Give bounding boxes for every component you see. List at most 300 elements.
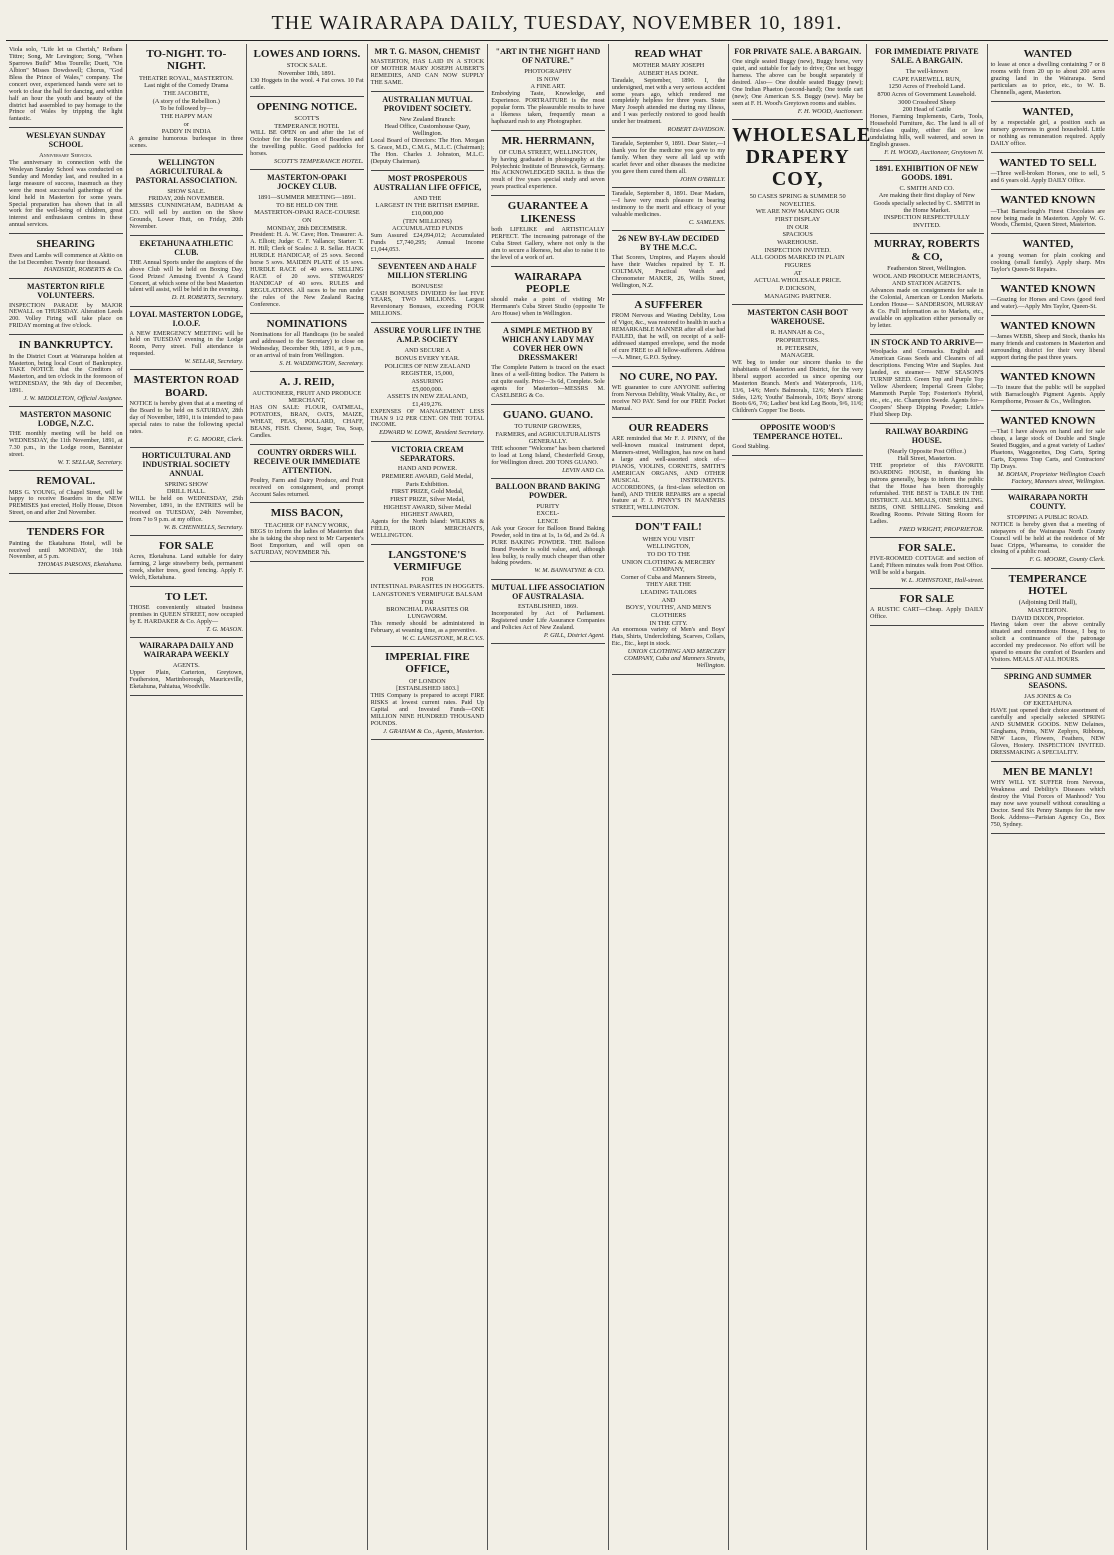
ad-body: Sum Assured £24,094,012; Accumulated Funds £7,740,295; Annual Income £1,044,053.: [370, 232, 485, 254]
ad-body: Taradale, September 8, 1891. Dear Madam,—I have very much pleasure in bearing testimony to the merit and efficacy of your valuable medicines.: [611, 190, 726, 219]
ad-line: H. PETERSEN,: [777, 344, 819, 352]
ad-line: ASSURING: [411, 377, 444, 385]
ad-line: 3000 Crossbred Sheep: [898, 98, 956, 106]
advertisement: [9, 335, 123, 407]
ad-signature: THOMAS PARSONS, Eketahuna.: [37, 561, 123, 569]
advertisement: [732, 44, 863, 120]
advertisement: [870, 538, 984, 589]
advertisement: [130, 236, 244, 307]
ad-line: The well-known: [905, 67, 948, 75]
ad-signature: W. T. SELLAR, Secretary.: [57, 459, 123, 467]
advertisement: [991, 102, 1105, 153]
ad-line: 1891—SUMMER MEETING—1891.: [257, 194, 356, 202]
column-8: [867, 44, 988, 1550]
advertisement: [130, 587, 244, 638]
advertisement: [491, 405, 605, 479]
ad-heading: GUANO. GUANO.: [502, 408, 594, 421]
ad-heading: MUTUAL LIFE ASSOCIATION OF AUSTRALASIA.: [491, 582, 605, 601]
ad-line: AUBERT HAS DONE.: [638, 69, 699, 77]
ad-line: SCOTT'S: [294, 114, 320, 122]
ad-body: —James WEBB, Sheep and Stock, thanks his many friends and customers in Masterton and surrounding district for their very liberal support during the past three years.: [990, 333, 1105, 361]
ad-body: Upper Plain, Carterton, Greytown, Featherston, Martinborough, Mauriceville, Eketahuna, Pahiatua, Woodville.: [129, 668, 244, 690]
ad-body: Horses, Farming Implements, Carts, Tools, Household Furniture, &c. The land is all of first-class quality, either flat or low undulating hills, well watered, and sown in English grasses.: [870, 112, 984, 148]
ad-heading: MR. HERRMANN,: [501, 134, 595, 147]
ad-body: EXPENSES OF MANAGEMENT LESS THAN 9 1/2 PER CENT. ON THE TOTAL INCOME.: [370, 407, 485, 429]
advertisement: [250, 170, 364, 314]
column-9: [988, 44, 1108, 1550]
advertisement: [130, 155, 244, 236]
ad-body: Taradale, September, 1890. I, the undersigned, met with a very serious accident some years ago, which rendered me completely helpless for three years. Sister Mary Joseph attended me during my illness, and I was perfectly restored to good health under her treatment.: [611, 76, 726, 126]
advertisement: [130, 536, 244, 587]
ad-line: HIGHEST AWARD,: [400, 511, 454, 519]
ad-body: Taradale, September 9, 1891. Dear Sister,—I thank you for the medicine you gave to my family. When they were all laid up with scarlet fever and other diseases the medicine you gave them cured them all.: [611, 140, 726, 176]
ad-body: Woolpacks and Cornsacks. English and American Grass Seeds and Cleaners of all descriptions. Fencing Wire and Staples. Just landed, ex steamer— NEW SEASON'S TURNIP SEED. Green Top and Purple Top Yellow Aberdeen; Imperial Green Globe; Mammoth Purple Top; Fosterton's Hybrid, etc., etc., etc. Champion Swede. Agents for— Coopers' Sheep Dipping Powder; Little's Fluid Sheep Dip.: [870, 348, 984, 418]
ad-body: WILL BE OPEN on and after the 1st of October for the Reception of Boarders and the travelling public. Good paddocks for horses.: [250, 129, 364, 157]
ad-line: HIGHEST AWARD, Silver Medal: [383, 503, 472, 511]
ad-line: THEY ARE THE: [646, 581, 691, 589]
ad-line: WE ARE NOW MAKING OUR: [755, 208, 840, 216]
ad-line: PREMIERE AWARD, Gold Medal,: [381, 473, 474, 481]
ad-line: BONUSES!: [411, 282, 444, 290]
ad-body: THOSE conveniently situated business premises in QUEEN STREET, now occupied by E. HARDAKER & Co. Apply—: [129, 604, 244, 626]
ad-subheading: Anniversary Services.: [39, 152, 93, 160]
ad-body: The anniversary in connection with the Wesleyan Sunday School was conducted on Sunday and Monday last, and resulted in a large measure of success, inasmuch as they were the most successful gatherings of the kind held in Masterton for some years. Special preparation has shown that in all work for the well-being of children, great interest and enthusiasm centres in these annual services.: [9, 158, 123, 229]
ad-line: P. DICKSON,: [779, 284, 816, 292]
ad-heading: WAIRARAPA PEOPLE: [514, 270, 582, 295]
ad-line: MOTHER MARY JOSEPH: [632, 62, 705, 70]
ad-line: ASSETS IN NEW ZEALAND,: [387, 393, 468, 401]
ad-line: 50 CASES SPRING & SUMMER 50: [749, 192, 846, 200]
masthead-rule: [6, 40, 1108, 41]
ad-line: REGISTER, 15,000,: [400, 370, 454, 378]
ad-line: PROPRIETORS.: [775, 336, 820, 344]
ad-body: Advances made on consignments for sale in the Colonial, American or London Markets. London House— SANDERSON, MURRAY & Co. Full information as to Markets, etc., available on application either personally or by letter.: [870, 286, 984, 329]
ad-body: HAVE just opened their choice assortment of carefully and specially selected SPRING AND SUMMER GOODS. NEW Delaines, Ginghams, Prints, NEW Zephyrs, Ribbons, NEW Laces, Flowers, Feathers, NEW Gloves, Hosiery. INSPECTION INVITED. DRESSMAKING A SPECIALITY.: [990, 707, 1105, 756]
ad-heading: EKETAHUNA ATHLETIC CLUB.: [139, 238, 234, 257]
advertisement: [371, 171, 485, 259]
masthead: THE WAIRARAPA DAILY, TUESDAY, NOVEMBER 10, 1891.: [271, 12, 843, 34]
ad-heading: WANTED KNOWN: [1000, 282, 1096, 295]
ad-line: UNION CLOTHING & MERCERY COMPANY,: [621, 558, 716, 573]
ad-line: FOR: [421, 598, 434, 606]
ad-heading: WAIRARAPA DAILY AND WAIRARAPA WEEKLY: [139, 641, 234, 660]
advertisement: [9, 128, 123, 234]
ad-body: Local Board of Directors: The Hon. Morgan S. Grace, M.D., C.M.G., M.L.C. (Chairman); The Hon. Charles J. Johnston, M.L.C. (Deputy Chairman).: [370, 137, 485, 165]
ad-line: New Zealand Branch:: [399, 115, 456, 123]
ad-line: AND SECURE A: [404, 347, 451, 355]
ad-line: PADDY IN INDIA: [161, 128, 211, 136]
ad-line: IS NOW: [536, 75, 560, 83]
ad-line: FRIDAY, 20th NOVEMBER.: [148, 195, 225, 203]
advertisement: [491, 44, 605, 131]
ad-line: Corner of Cuba and Manners Streets,: [620, 573, 717, 581]
ad-body: —Three well-broken Horses, one to sell, 5 and 6 years old. Apply DAILY Office.: [990, 170, 1105, 185]
ad-signature: FRED WRIGHT, PROPRIETOR.: [898, 525, 984, 533]
ad-body: to lease at once a dwelling containing 7 or 8 rooms with from 20 up to about 200 acres grazing land in the Wairarapa. Send particulars as to price, etc., to W. B. Chennells, agent, Masterton.: [990, 61, 1105, 97]
ad-body: That Scorers, Umpires, and Players should have their Watches repaired by T. H. COLTMAN, Practical Watch and Chronometer MAKER, 26, Willis Street, Wellington, N.Z.: [611, 254, 726, 289]
ad-heading: READ WHAT: [634, 48, 703, 60]
ad-heading: WANTED TO SELL: [999, 157, 1097, 170]
advertisement: [130, 307, 244, 371]
ad-line: FIRST PRIZE, Silver Medal,: [390, 496, 465, 504]
ad-line: TEACHER OF FANCY WORK,: [264, 521, 350, 529]
ad-line: TO BE HELD ON THE: [276, 201, 338, 209]
ad-line: BOYS', YOUTHS', AND MEN'S: [625, 604, 712, 612]
ad-line: FIRST PRIZE, Gold Medal,: [391, 488, 464, 496]
advertisement: [612, 517, 726, 674]
advertisement: [732, 305, 863, 420]
ad-signature: W. L. JOHNSTONE, Hall-street.: [900, 576, 984, 584]
ad-heading: WHOLESALE DRAPERY COY,: [732, 123, 872, 191]
ad-line: £5,000,000.: [412, 385, 443, 393]
ad-heading: FOR PRIVATE SALE. A BARGAIN.: [734, 47, 862, 56]
ad-line: R. HANNAH & Co.,: [770, 329, 825, 337]
advertisement: [9, 234, 123, 278]
ad-line: WAREHOUSE.: [777, 238, 819, 246]
column-6: [609, 44, 730, 1550]
ad-body: by having graduated in photography at the Polytechnic Institute of Brunswick, Germany. His ACKNOWLEDGED SKILL is thus the result of five years special study and seven years practical experience.: [491, 155, 605, 191]
advertisement: [991, 279, 1105, 316]
ad-body: A genuine humorous burlesque in three scenes.: [129, 135, 244, 149]
ad-line: CLOTHIERS: [650, 611, 687, 619]
advertisement: [9, 279, 123, 336]
ad-heading: WELLINGTON AGRICULTURAL & PASTORAL ASSOCIATION.: [135, 157, 237, 185]
advertisement: [371, 323, 485, 441]
ad-line: THEATRE ROYAL, MASTERTON.: [138, 74, 234, 82]
ad-heading: HORTICULTURAL AND INDUSTRIAL SOCIETY ANNUAL: [141, 450, 231, 478]
ad-line: Paris Exhibition.: [405, 480, 449, 488]
advertisement: [870, 424, 984, 538]
advertisement: [250, 44, 364, 97]
ad-line: 1250 Acres of Freehold Land.: [888, 83, 966, 91]
ad-heading: WANTED KNOWN: [1000, 414, 1096, 427]
ad-body: —That I have always on hand and for sale cheap, a large stock of Double and Single Seated Buggies, and a great variety of Ladies' Phaetons, Waggonettes, Dog Carts, Spring Carts, Express Trap Carts, and Contractors' Tip Drays.: [990, 428, 1105, 470]
advertisement: [371, 44, 485, 92]
advertisement: [991, 569, 1105, 669]
ad-heading: LOYAL MASTERTON LODGE, I.O.O.F.: [129, 309, 243, 328]
advertisement: [9, 44, 123, 128]
ad-body: THE Annual Sports under the auspices of the above Club will be held on Boxing Day. Good Prizes! Amusing Events! A Grand Concert, at which some of the best Masterton talent will assist, will be held in the evening.: [129, 258, 244, 294]
advertisement: [732, 420, 863, 456]
ad-body: Poultry, Farm and Dairy Produce, and Fruit received on consignment, and prompt Account Sales returned.: [250, 476, 364, 498]
ad-heading: WESLEYAN SUNDAY SCHOOL: [25, 131, 106, 150]
ad-signature: F. G. MOORE, Clerk.: [187, 435, 244, 443]
ad-heading: 1891. EXHIBITION OF NEW GOODS. 1891.: [875, 163, 979, 182]
ad-body: Viola solo, "Life let us Cherish," Reibans Tittre; Song, Mr Levington; Song, "When Sparrows Build" Miss Tourelle; Duett, "On Albion" Misses Dowdswell; Chorus, "God Bless the Prince of Wales," company. The concert over, experienced hands were set to work to clear the hall for dancing, and within half an hour the youth and beauty of the district had assembled to pay homage to the Prince of Wales by tripping the light fantastic.: [9, 46, 123, 123]
ad-heading: REMOVAL.: [36, 475, 96, 488]
advertisement: [371, 259, 485, 323]
advertisement: [991, 153, 1105, 190]
ad-signature: EDWARD W. LOWE, Resident Secretary.: [379, 429, 485, 437]
ad-signature: W. M. BANNATYNE & CO.: [534, 567, 605, 575]
ad-heading: TEMPERANCE HOTEL: [1008, 572, 1087, 597]
ad-body: —That Barraclough's Finest Chocolates are now being made in Masterton. Apply W. G. Woods, Chemist, Queen Street, Masterton.: [990, 207, 1105, 229]
ad-heading: WANTED KNOWN: [1000, 370, 1096, 383]
ad-signature: JOHN O'BRILLY.: [679, 176, 726, 184]
ad-signature: SCOTT'S TEMPERANCE HOTEL.: [274, 157, 364, 165]
ad-heading: OPPOSITE WOOD'S TEMPERANCE HOTEL.: [752, 423, 843, 442]
ad-line: THE JACOBITE,: [163, 89, 210, 97]
advertisement: [991, 669, 1105, 762]
ad-line: CAPE FAREWELL RUN,: [892, 75, 961, 83]
ad-heading: MURRAY, ROBERTS & CO,: [873, 238, 980, 263]
ad-line: MASTERTON-OPAKI RACE-COURSE: [254, 209, 360, 217]
ad-line: AGENTS.: [172, 662, 200, 670]
ad-line: TO TURNIP GROWERS,: [514, 422, 582, 430]
advertisement: [991, 234, 1105, 278]
ad-line: AT: [793, 269, 802, 277]
ad-signature: M. BOHAN, Proprietor Wellington Coach Factory, Manners street, Wellington.: [997, 470, 1105, 485]
ad-line: MASTERTON.: [1027, 606, 1068, 614]
ad-heading: WANTED,: [1022, 106, 1074, 118]
ad-line: STOCK SALE.: [286, 62, 327, 70]
ad-body: MASTERTON, HAS LAID IN A STOCK OF MOTHER MARY JOSEPH AUBERT'S REMEDIES, AND CAN NOW SUPPLY THE SAME.: [370, 57, 485, 86]
ad-heading: WANTED KNOWN: [1000, 194, 1096, 207]
ad-body: Embodying Taste, Knowledge, and Experience. PORTRAITURE is the most popular form. The pleasurable results to have a likeness taken, frequently mean a haphazard rush to any Photographer.: [491, 89, 605, 125]
ad-body: Acres, Eketahuna. Land suitable for dairy farming, 2 large strawberry beds, permanent creek, shelter trees, good fencing. Apply F. Welch, Eketahuna.: [129, 553, 244, 582]
ad-body: Ewes and Lambs will commence at Akitio on the 1st December. Twenty four thousand.: [9, 251, 123, 266]
ad-heading: IN STOCK AND TO ARRIVE—: [870, 337, 983, 347]
ad-body: THE schooner "Welcome" has been chartered to load at Long Island, Chesterfield Group, for Wellington direct. 200 TONS GUANO.: [491, 444, 605, 466]
ad-line: TO DO TO THE: [646, 550, 691, 558]
ad-body: MRS G. YOUNG, of Chapel Street, will be happy to receive Boarders in the NEW PREMISES just erected, Holly House, Dixon Street, on and after 2nd November.: [9, 488, 123, 517]
ad-heading: MISS BACON,: [270, 507, 343, 520]
ad-heading: BALLOON BRAND BAKING POWDER.: [495, 481, 601, 500]
ad-line: MANAGING PARTNER.: [764, 292, 832, 300]
ad-heading: FOR SALE.: [898, 541, 956, 554]
ad-body: An enormous variety of Men's and Boys' Hats, Shirts, Underclothing, Scarves, Collars, Etc., Etc., kept in stock.: [611, 626, 726, 648]
ad-heading: MASTERTON MASONIC LODGE, N.Z.C.: [19, 410, 112, 429]
ad-line: November 18th, 1891.: [278, 69, 336, 77]
column-3: [247, 44, 368, 1550]
ad-heading: MR T. G. MASON, CHEMIST: [374, 47, 481, 56]
ad-signature: S. H. WADDINGTON, Secretary.: [279, 359, 364, 367]
ad-line: AND: [661, 596, 676, 604]
ad-line: FARMERS, and AGRICULTURALISTS: [495, 430, 601, 438]
advertisement: [732, 120, 872, 306]
advertisement: [491, 267, 605, 323]
ad-line: NOVELTIES.: [779, 200, 816, 208]
advertisement: [991, 411, 1105, 490]
ad-line: To be followed by—: [159, 105, 213, 113]
ad-body: WHY WILL YE SUFFER from Nervous, Weakness and Debility's Diseases which destroy the Vital Forces of Manhood? You may now save yourself without consulting a Doctor. Send Six Penny Stamps for the new Book. Address—Parisian Agency Co., Box 750, Sydney.: [990, 778, 1105, 828]
ad-body: NOTICE is hereby given that at a meeting of the Board to be held on SATURDAY, 28th day of November, 1891, it is intended to pass special rates to raise the following special rates.: [129, 400, 244, 435]
advertisement: [612, 188, 726, 231]
ad-heading: MOST PROSPEROUS AUSTRALIAN LIFE OFFICE,: [373, 173, 482, 192]
advertisement: [9, 407, 123, 471]
ad-line: IN OUR: [786, 223, 809, 231]
ad-heading: WANTED KNOWN: [1000, 319, 1096, 332]
ad-line: SPRING SHOW: [164, 480, 208, 488]
ad-signature: F. G. MOORE, County Clerk.: [1029, 556, 1105, 564]
ad-line: FIGURES: [784, 261, 811, 269]
ad-line: C. SMITH AND CO.: [899, 184, 955, 192]
column-4: [368, 44, 489, 1550]
ad-line: AUCTIONEER, FRUIT AND PRODUCE MERCHANT,: [252, 390, 362, 405]
ad-line: (Nearly Opposite Post Office.): [887, 447, 966, 455]
ad-body: Incorporated by Act of Parliament. Registered under Life Assurance Companies and Policies Act of New Zealand.: [491, 610, 605, 632]
advertisement: [250, 314, 364, 372]
advertisement: [612, 44, 726, 138]
ad-line: MONDAY, 28th DECEMBER.: [266, 224, 347, 232]
ad-line: HAND AND POWER.: [397, 465, 457, 473]
ad-line: WELLINGTON,: [646, 543, 691, 551]
ad-body: MESSRS CUNNINGHAM, BADHAM & CO. will sell by auction on the Show Grounds, Lower Hutt, on Friday, 20th November.: [129, 202, 244, 230]
ad-line: JAS JONES & Co: [1024, 692, 1072, 700]
advertisement: [612, 231, 726, 295]
ad-line: IN THE CITY.: [649, 619, 688, 627]
ad-signature: LEVIN AND Co.: [562, 466, 605, 474]
ad-heading: MASTERTON CASH BOOT WAREHOUSE.: [747, 308, 848, 327]
ad-line: 8700 Acres of Government Leasehold.: [877, 90, 977, 98]
ad-line: A FINE ART.: [530, 83, 566, 91]
ad-body: FROM Nervous and Wasting Debility, Loss of Vigor, &c., was restored to health in such a REMARKABLE MANNER after all else had FAILED, that he will, on receipt of a self-addressed stamped envelope, send the mode of cure FREE to all fellow-sufferers. Address—A. Miner, G.P.O. Sydney.: [611, 312, 726, 361]
ad-signature: C. SAMLENS.: [688, 219, 726, 226]
ad-body: A RUSTIC CART—Cheap. Apply DAILY Office.: [870, 606, 984, 621]
ad-heading: TO-NIGHT. TO-NIGHT.: [146, 48, 227, 73]
advertisement: [612, 138, 726, 188]
advertisement: [991, 490, 1105, 568]
advertisement: [491, 323, 605, 405]
advertisement: [870, 44, 984, 161]
advertisement: [371, 647, 485, 740]
ad-body: BEGS to inform the ladies of Masterton that she is taking the shop next to Mr Carpenter's Boot Emporium, and will open on SATURDAY, NOVEMBER 7th.: [250, 528, 364, 557]
ad-line: [ESTABLISHED 1803.]: [396, 685, 459, 693]
ad-line: LEADING TAILORS: [640, 588, 697, 596]
ad-body: The Complete Pattern is traced on the exact lines of a well-fitting bodice. The Pattern is cut quite easily. Price—3s 6d, Complete. Sole agents for Masterton—MESSRS M. CASELBERG & Co.: [491, 363, 605, 399]
advertisement: [491, 131, 605, 197]
column-1: [6, 44, 127, 1550]
ad-line: STOPPING A PUBLIC ROAD.: [1007, 514, 1089, 522]
ad-heading: WANTED,: [1022, 238, 1074, 251]
ad-line: (A story of the Rebellion.): [152, 97, 220, 105]
advertisement: [250, 503, 364, 562]
ad-heading: FOR SALE: [899, 592, 955, 605]
ad-body: both LIFELIKE and ARTISTICALLY PERFECT. The increasing patronage of the Cuba Street Gallery, where not only is the aim to secure a likeness, but also to raise it to the level of a work of art.: [491, 225, 605, 261]
ad-body: WILL be held on WEDNESDAY, 25th November, 1891, in the ENTRIES will be received on TUESDAY, 24th November, from 7 to 9 p.m. at my office.: [129, 495, 244, 523]
ad-body: CASH BONUSES DIVIDED for last FIVE YEARS, TWO MILLIONS. Largest Reversionary Bonuses, exceeding FOUR MILLIONS.: [370, 289, 485, 318]
ad-line: INTESTINAL PARASITES IN HOGGETS.: [370, 583, 485, 591]
ad-body: THE proprietor of this FAVORITE BOARDING HOUSE, in thanking his patrons generally, begs to inform the public that the House has been thoroughly refurnished. THE BEST is TABLE IN THE DISTRICT. ALL MEALS, ONE SHILLING. BEDS, ONE SHILLING. Smoking and Reading Rooms. Private Sitting Room for Ladies.: [870, 462, 984, 525]
advertisement: [250, 372, 364, 445]
column-7: [729, 44, 872, 1550]
ad-body: should make a point of visiting Mr Herrmann's Cuba Street Studio (opposite Te Aro House) when in Wellington.: [491, 296, 605, 318]
ad-heading: MASTERTON RIFLE VOLUNTEERS.: [26, 281, 105, 300]
ad-signature: F. H. WOOD, Auctioneer, Greytown N.: [884, 148, 984, 156]
advertisement: [371, 92, 485, 171]
ad-heading: OUR READERS: [628, 421, 709, 434]
ad-body: Good Stabling.: [732, 443, 770, 451]
ad-line: AND STATION AGENTS.: [892, 280, 962, 288]
ad-heading: COUNTRY ORDERS WILL RECEIVE OUR IMMEDIATE ATTENTION.: [253, 447, 361, 475]
advertisement: [870, 589, 984, 626]
ad-signature: ROBERT DAVIDSON.: [667, 126, 726, 134]
ad-line: SHOW SALE.: [167, 187, 206, 195]
ad-line: LENCE: [537, 518, 559, 526]
advertisement: [612, 367, 726, 418]
ad-body: Having taken over the above centrally situated and commodious House, I beg to solicit a continuance of the patronage accorded my predecessor. No effort will be spared to ensure the comfort of Boarders and Visitors. MEALS AT ALL HOURS.: [990, 621, 1105, 663]
advertisement: [991, 367, 1105, 411]
ad-line: LANGSTONE'S VERMIFUGE BALSAM: [372, 590, 483, 598]
ad-heading: WAIRARAPA NORTH COUNTY.: [1007, 493, 1088, 512]
ad-body: WE guarantee to cure ANYONE suffering from Nervous Debility, Weak Vitality, &c., or receive NO PAY. Send for our FREE Pocket Manual.: [611, 383, 726, 412]
ad-line: POLICIES OF NEW ZEALAND: [384, 362, 471, 370]
ad-heading: ASSURE YOUR LIFE IN THE A.M.P. SOCIETY: [373, 326, 481, 345]
ad-body: In the District Court at Wairarapa holden at Masterton, being local Court of Bankruptcy. TAKE NOTICE that the Creditors of Masterton, and ten o'clock in the forenoon of WEDNESDAY, the 9th day of December, 1891.: [9, 352, 123, 395]
ad-heading: FOR SALE: [158, 540, 214, 553]
ad-line: PHOTOGRAPHY: [524, 67, 572, 75]
advertisement: [491, 580, 605, 645]
ad-body: WE beg to tender our sincere thanks to the inhabitants of Masterton and District, for the very liberal support accorded us since opening our Masterton Branch. Men's and Waterproofs, 11/6, 13/6, 14/6; Men's Balmorals, 12/6; Men's Elastic Sides, 12/6; Youths' Balmorals, 10/6; Boys' strong Boots 6/6, 7/6; Ladies' best kid Leg Boots, 9/6, 11/6; Children's Copper Toe Boots.: [732, 358, 864, 415]
ad-body: A NEW EMERGENCY MEETING will be held on TUESDAY evening in the Lodge Room, Perry street. Full attendance is requested.: [129, 329, 244, 358]
ad-line: ALL GOODS MARKED IN PLAIN: [750, 254, 845, 262]
ad-line: PURITY: [536, 502, 560, 510]
ad-line: OF CUBA STREET, WELLINGTON,: [498, 148, 598, 156]
ad-body: FIVE-ROOMED COTTAGE and section of Land; Fifteen minutes walk from Post Office. Will be sold a bargain.: [870, 555, 984, 576]
ad-body: One single seated Buggy (new), Buggy horse, very quiet, and suitable for lady to drive; One set buggy harness. The above can be bought separately if desired. Also— One double seated Buggy (new); One Indian Phaeton (second-hand); One tootle cart (new); One American S.S. Buggy (new). May be seen at F. H. Wood's Greytown rooms and stables.: [732, 57, 864, 107]
ad-signature: W. SELLAR, Secretary.: [184, 358, 244, 366]
ad-heading: SPRING AND SUMMER SEASONS.: [1004, 671, 1092, 690]
ad-line: WHEN YOU VISIT: [642, 535, 695, 543]
ad-body: by a respectable girl, a position such as nursery governess in good household. Little or nothing as remuneration required. Apply DAILY office.: [990, 119, 1105, 148]
ad-signature: HANDSIDE, ROBERTS & Co.: [43, 266, 123, 274]
ad-body: ARE reminded that Mr F. J. PINNY, of the well-known musical instrument depot, Manners-street, Wellington, has now on hand a large and well-assorted stock of— PIANOS, VIOLINS, CORNETS, SMITH'S AMERICAN ORGANS, AND OTHER MUSICAL INSTRUMENTS. ACCORDEONS, (a first-class selection on hand), AND THEIR REPAIRS are a special feature at F. J. PINNY'S IN MANNERS STREET, WELLINGTON.: [611, 435, 726, 512]
ad-heading: LANGSTONE'S VERMIFUGE: [388, 548, 467, 574]
ad-line: OF EKETAHUNA: [1023, 700, 1073, 708]
ad-signature: F. H. WOOD, Auctioneer.: [797, 107, 864, 115]
ad-line: OF LONDON: [409, 677, 446, 685]
advertisement: [870, 161, 984, 234]
ad-line: BRONCHIAL PARASITES OR LUNGWORM.: [386, 606, 469, 621]
ad-signature: W. C. LANGSTONE, M.R.C.V.S.: [402, 635, 485, 642]
ad-heading: MASTERTON-OPAKI JOCKEY CLUB.: [267, 173, 347, 192]
column-2: [127, 44, 248, 1550]
ad-line: (TEN MILLIONS): [403, 217, 452, 225]
ad-body: This remedy should be administered in February, at weaning time, as a preventive.: [370, 620, 485, 635]
ad-body: Ask your Grocer for Balloon Brand Baking Powder, sold in tins at 1s, 1s 6d, and 2s 6d. A PURE BAKING POWDER. THE Balloon Brand Powder is solid value, and, although less bulky, is really much cheaper than other baking powders.: [491, 524, 605, 567]
ad-line: FIRST DISPLAY: [775, 215, 821, 223]
ad-heading: RAILWAY BOARDING HOUSE.: [885, 426, 969, 445]
ad-body: 130 Hoggets in the wool. 4 Fat cows. 10 Fat cattle.: [250, 76, 364, 91]
ad-line: DRILL HALL.: [166, 488, 206, 496]
ad-line: MANAGER.: [780, 352, 815, 360]
ad-body: President: H. A. W. Cave; Hon. Treasurer: A. A. Elliott; Judge: C. F. Vallance; Starter: T. H. Hill; Clerk of Scales: J. R. Sellar. HACK HURDLE HANDICAP, of 25 sovs. Second horse 5 sovs. MAIDEN PLATE of 15 sovs. HURDLE RACE of 40 sovs. SELLING RACE of 20 sovs. STEWARDS' HANDICAP of 40 sovs. RULES and REGULATIONS. All races to be run under the rules of the New Zealand Racing Conference.: [250, 231, 364, 308]
advertisement: [612, 295, 726, 367]
ad-line: INSPECTION INVITED.: [764, 246, 831, 254]
advertisement: [991, 190, 1105, 234]
advertisement: [991, 316, 1105, 367]
advertisement: [991, 762, 1105, 834]
advertisement: [130, 370, 244, 447]
ad-line: Are making their first display of New Goods specially selected by C. SMITH in the Home Market.: [873, 192, 981, 214]
ad-line: SPACIOUS: [782, 231, 813, 239]
ad-heading: TO LET.: [165, 591, 208, 604]
ad-heading: AUSTRALIAN MUTUAL PROVIDENT SOCIETY.: [382, 94, 473, 113]
ad-heading: LOWES AND IORNS.: [253, 48, 361, 60]
ad-heading: VICTORIA CREAM SEPARATORS.: [391, 444, 464, 463]
ad-body: Agents for the North Island: WILKINS & FIELD, IRON MERCHANTS, WELLINGTON.: [370, 518, 485, 540]
advertisement: [9, 522, 123, 573]
advertisement: [612, 418, 726, 518]
advertisement: [491, 196, 605, 266]
ad-heading: SHEARING: [36, 238, 96, 251]
advertisement: [250, 97, 364, 171]
ad-line: GENERALLY.: [528, 438, 568, 446]
ad-line: £10,000,000: [411, 210, 444, 218]
advertisement: [371, 545, 485, 647]
advertisement: [130, 448, 244, 536]
ad-signature: J. GRAHAM & Co., Agents, Masterton.: [383, 727, 485, 735]
